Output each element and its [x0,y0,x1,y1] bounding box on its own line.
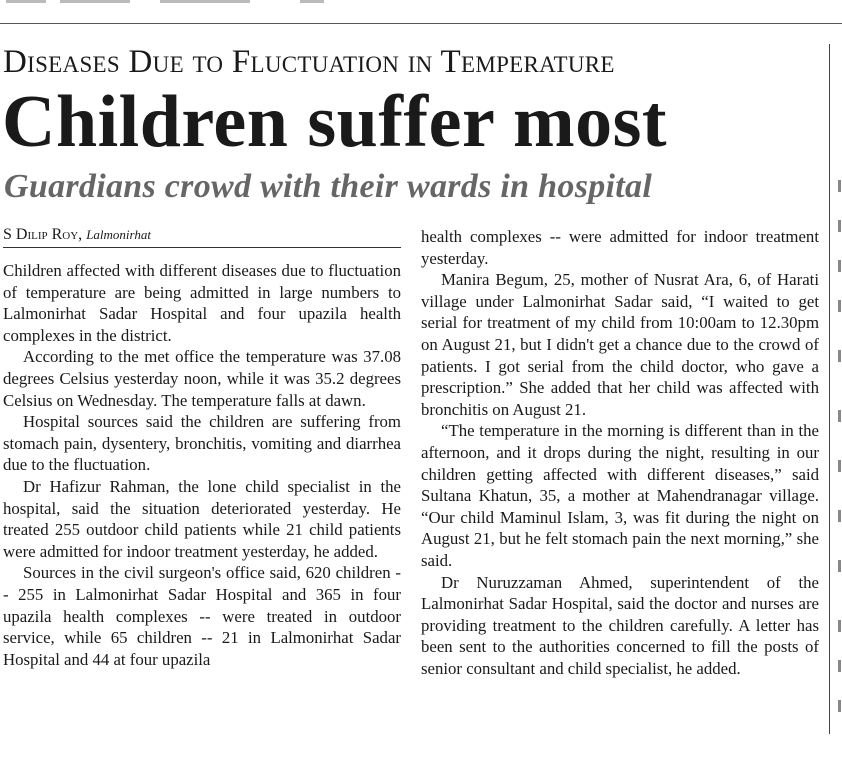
clipped-header-remnant [0,0,330,6]
paragraph: According to the met office the temperature was 37.08 degrees Celsius yesterday noon, while it was 35.2 degrees Celsius on Wednesday. The temperature falls at dawn. [3,347,401,410]
paragraph: Dr Hafizur Rahman, the lone child specialist in the hospital, said the situation deteriorated yesterday. He treated 255 outdoor child patients while 21 child patients were admitted for indoor treatment yesterday, he added. [3,476,401,561]
paragraph: Hospital sources said the children are suffering from stomach pain, dysentery, bronchitis, vomiting and diarrhea due to the fluctuation. [3,412,401,475]
article-subheadline: Guardians crowd with their wards in hospital [4,168,653,205]
article-column-2 [421,226,819,679]
article-column-1 [3,260,401,670]
paragraph: “The temperature in the morning is different than in the afternoon, and it drops during the night, resulting in our children getting affected with different diseases,” said Sultana Khatun, 35, a mother at Mahendranagar village. “Our child Maminul Islam, 3, was fit during the night on August 21, but he felt stomach pain the next morning,” she said. [421,421,819,570]
paragraph: Children affected with different diseases due to fluctuation of temperature are being admitted in large numbers to Lalmonirhat Sadar Hospital and four upazila health complexes in the district. [3,261,401,345]
top-divider-rule [0,23,842,24]
paragraph: health complexes -- were admitted for indoor treatment yesterday. [421,227,819,268]
byline-author: S Dilip Roy, [3,226,83,243]
paragraph: Sources in the civil surgeon's office said, 620 children -- 255 in Lalmonirhat Sadar Hospital and 365 in four upazila health complexes -- were treated in outdoor service, while 65 children -- 21 in Lalmonirhat Sadar Hospital and 44 at four upazila [3,563,401,669]
byline-location: Lalmonirhat [86,227,151,242]
paragraph: Manira Begum, 25, mother of Nusrat Ara, 6, of Harati village under Lalmonirhat Sadar said, “I waited to get serial for treatment of my child from 10:00am to 12.30pm on August 21, but I didn't get a chance due to the crowd of patients. I got serial from the child doctor, who gave a prescription.” She added that her child was affected with bronchitis on August 21. [421,270,819,419]
article-kicker: Diseases Due to Fluctuation in Temperature [3,44,615,80]
adjacent-article-edge [832,160,842,760]
byline [3,226,401,248]
column-divider-rule [829,44,830,734]
article-headline: Children suffer most [2,81,668,163]
paragraph: Dr Nuruzzaman Ahmed, superintendent of the Lalmonirhat Sadar Hospital, said the doctor and nurses are providing treatment to the children carefully. A letter has been sent to the authorities concerned to fill the posts of senior consultant and child specialist, he added. [421,572,819,678]
